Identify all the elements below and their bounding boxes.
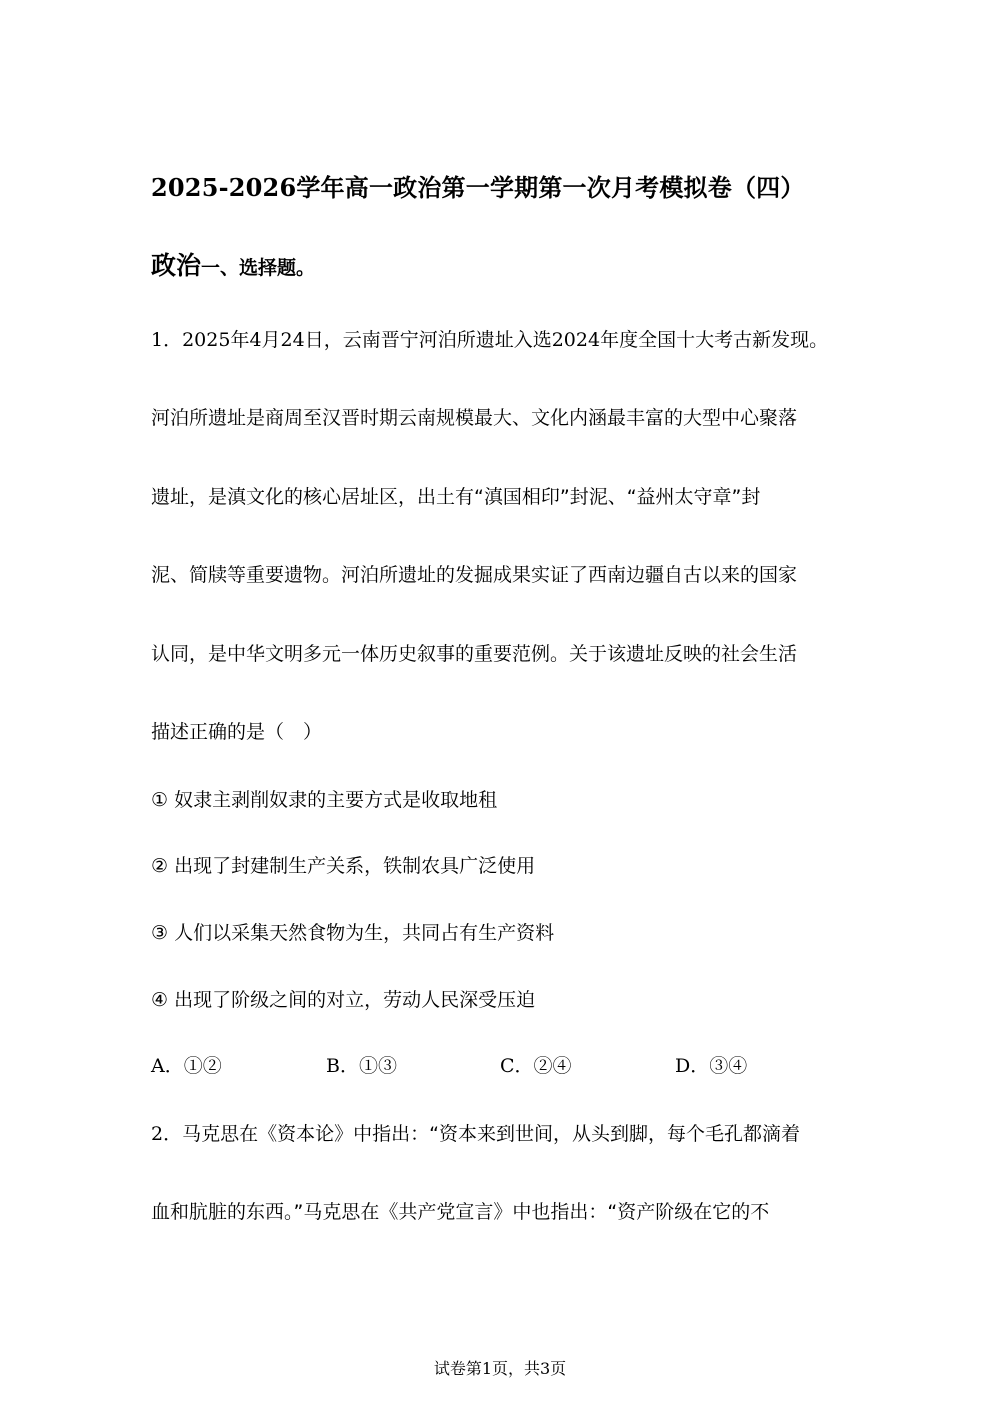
section-label: 一、选择题。 [201, 257, 316, 279]
option-label: C． [500, 1055, 534, 1077]
question-2-stem-line: 马克思在《资本论》中指出：“资本来到世间，从头到脚，每个毛孔都滴着 [182, 1123, 800, 1145]
question-1-stem-line: 描述正确的是（ ） [151, 721, 323, 743]
option-text: ①③ [358, 1055, 397, 1077]
question-1-statement: ④ 出现了阶级之间的对立，劳动人民深受压迫 [151, 989, 536, 1011]
question-1-number: 1． [151, 329, 183, 351]
option-label: A． [151, 1055, 184, 1077]
question-1-stem-line: 河泊所遗址是商周至汉晋时期云南规模最大、文化内涵最丰富的大型中心聚落 [151, 407, 798, 429]
exam-title: 2025-2026学年高一政治第一学期第一次月考模拟卷（四） [151, 173, 805, 202]
option-label: B． [326, 1055, 359, 1077]
subject-label: 政治 [151, 251, 202, 280]
question-1-option-c[interactable] [500, 1051, 572, 1078]
question-1-stem-line: 遗址，是滇文化的核心居址区，出土有“滇国相印”封泥、“益州太守章”封 [151, 486, 761, 508]
question-1-stem-line: 泥、简牍等重要遗物。河泊所遗址的发掘成果实证了西南边疆自古以来的国家 [151, 564, 798, 586]
question-1-statement: ② 出现了封建制生产关系，铁制农具广泛使用 [151, 855, 536, 877]
page-footer: 试卷第1页，共3页 [433, 1359, 567, 1378]
question-1-statement: ① 奴隶主剥削奴隶的主要方式是收取地租 [151, 789, 498, 811]
question-1-stem-line: 认同，是中华文明多元一体历史叙事的重要范例。关于该遗址反映的社会生活 [151, 643, 798, 665]
question-1-statement: ③ 人们以采集天然食物为生，共同占有生产资料 [151, 922, 555, 944]
question-1-line-1 [151, 325, 828, 352]
question-1-option-b[interactable] [326, 1051, 397, 1078]
question-1-option-d[interactable] [675, 1051, 747, 1078]
subject-heading [151, 246, 315, 282]
option-label: D． [675, 1055, 710, 1077]
question-2-number: 2． [151, 1123, 183, 1145]
question-1-stem-line: 2025年4月24日，云南晋宁河泊所遗址入选2024年度全国十大考古新发现。 [182, 329, 829, 351]
option-text: ③④ [709, 1055, 748, 1077]
question-2-line-1 [151, 1119, 800, 1146]
question-2-stem-line: 血和肮脏的东西。”马克思在《共产党宣言》中也指出：“资产阶级在它的不 [151, 1201, 770, 1223]
option-text: ①② [183, 1055, 222, 1077]
question-1-option-a[interactable] [151, 1051, 222, 1078]
option-text: ②④ [533, 1055, 572, 1077]
